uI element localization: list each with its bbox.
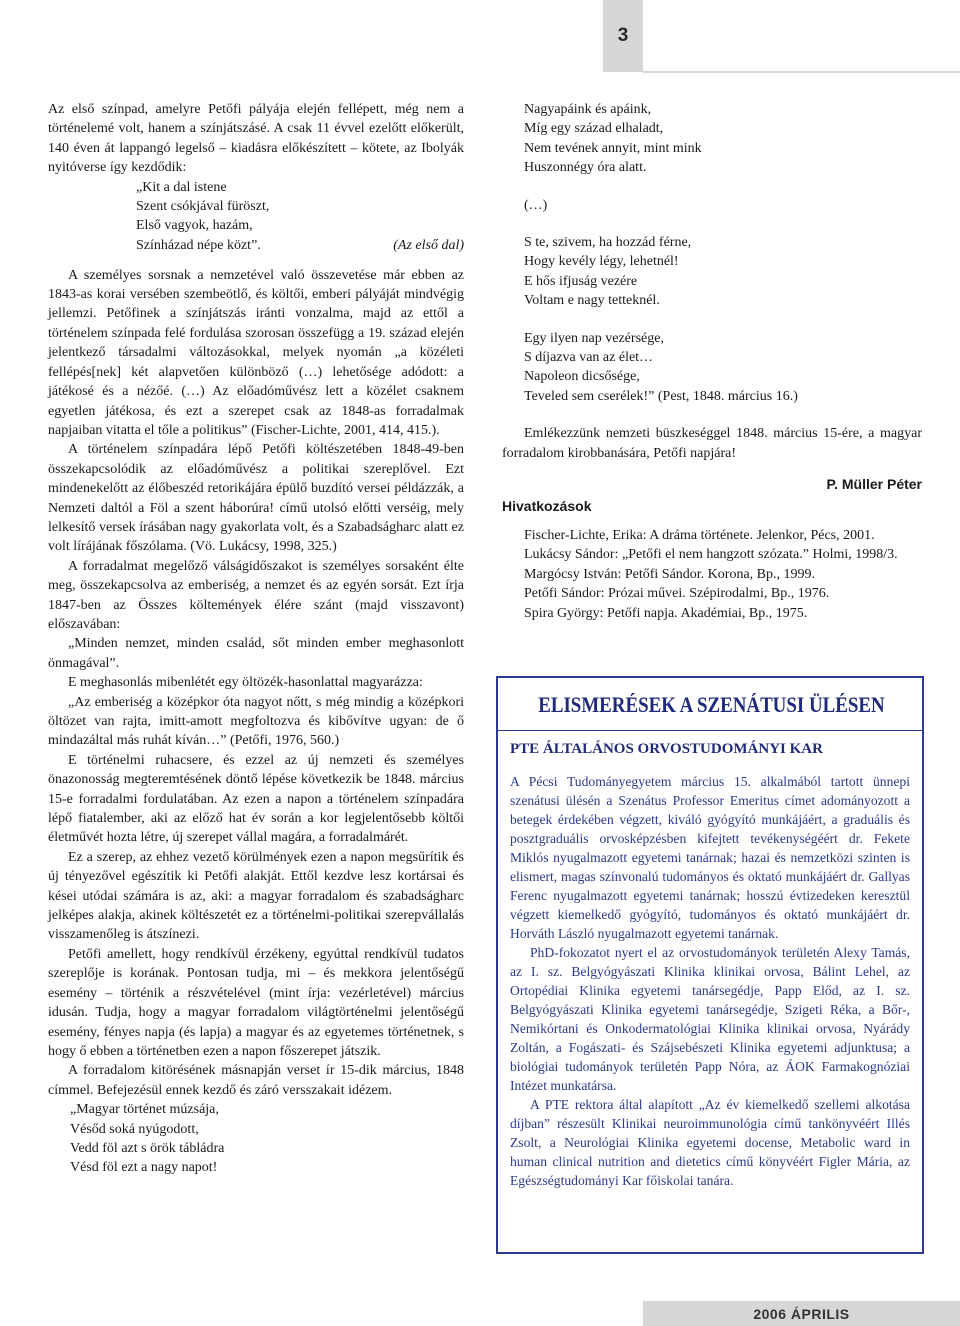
box-title-text: ELISMERÉSEK A SZENÁTUSI ÜLÉSEN <box>538 692 885 717</box>
quote-paragraph: „Minden nemzet, minden család, sőt minden ember meghasonlott önmagával”. <box>48 636 464 671</box>
reference-item: Margócsy István: Petőfi Sándor. Korona, Bp., 1999. <box>524 566 815 582</box>
left-column <box>48 100 464 1178</box>
reference-item: Spira György: Petőfi napja. Akadémiai, Bp., 1975. <box>524 605 808 621</box>
poem-excerpt: „Kit a dal istene Szent csókjával füröszt, Első vagyok, hazám, Színházad népe közt”. <box>136 179 270 253</box>
references-list <box>524 526 922 623</box>
paragraph: E meghasonlás mibenlétét egy öltözék-hasonlattal magyarázza: <box>68 675 423 691</box>
page-number: 3 <box>617 25 629 46</box>
box-body <box>510 772 910 1190</box>
box-paragraph: PhD-fokozatot nyert el az orvostudományok területén Alexy Tamás, az I. sz. Belgyógyászati Klinika klinikai orvosa, Bálint Lehel, az Ortopédiai Klinika egyetemi tanársegédje, Papp Előd, az I. sz. Belgyógyászati Klinika egyetemi tanársegédje, Szigeti Réka, a Bőr-, Nemikórtani és Onkodermatológiai Klinika klinikai orvosa, Nyárády Zoltán, a Fogászati- és Szájsebészeti Klinika egyetemi adjunktusa; a biológiai tudományok területén Papp Nóra, az ÁOK Farmakognóziai Intézet munkatársa. <box>510 945 910 1093</box>
poem-stanza: Nagyapáink és apáink, Míg egy század elhaladt, Nem tevének annyit, mint mink Huszonnégy óra alatt. <box>524 102 702 176</box>
box-divider <box>498 730 922 731</box>
closing-paragraph: Emlékezzünk nemzeti büszkeséggel 1848. március 15-ére, a magyar forradalom kirobbanására, Petőfi napjára! <box>502 426 922 461</box>
poem-ellipsis: (…) <box>524 197 548 213</box>
references-heading: Hivatkozások <box>502 497 592 514</box>
poem-stanza: Egy ilyen nap vezérsége, S díjazva van az élet… Napoleon dicsősége, Teveled sem cserélek!” (Pest, 1848. március 16.) <box>524 330 798 404</box>
quote-paragraph: „Az emberiség a középkor óta nagyot nőtt, s még mindig a középkori öltözet van rajta, imitt-amott megfoltozva és kibővítve ugyan: de ő mindazáltal más ruhát kíván…” (Petőfi, 1976, 560.) <box>48 694 464 749</box>
reference-item: Fischer-Lichte, Erika: A dráma története. Jelenkor, Pécs, 2001. <box>524 527 875 543</box>
paragraph: Petőfi amellett, hogy rendkívül érzékeny, egyúttal rendkívül tudatos szereplője is korának. Pontosan tudja, mi – és mekkora jelentőségű esemény – történik a részvételével (mint írja: vezérletével) március idusán. Tudja, hogy a magyar forradalom világtörténelmi jelentőségű esemény, fényes napja (és lapja) a magyar és az egyetemes történetnek, s hogy ő ebben a történetben ezen a napon főszerepet játszik. <box>48 946 464 1059</box>
footer-issue-date: 2006 ÁPRILIS <box>643 1301 960 1326</box>
poem-source: (Az első dal) <box>393 238 464 254</box>
reference-item: Lukácsy Sándor: „Petőfi el nem hangzott szózata.” Holmi, 1998/3. <box>524 547 898 563</box>
reference-item: Petőfi Sándor: Prózai művei. Szépirodalmi, Bp., 1976. <box>524 586 830 602</box>
paragraph: A forradalom kitörésének másnapján verset ír 15-dik március, 1848 címmel. Befejezésül ennek kezdő és záró versszakait idézem. <box>48 1063 464 1098</box>
box-subtitle: PTE ÁLTALÁNOS ORVOSTUDOMÁNYI KAR <box>510 741 823 757</box>
paragraph: A forradalmat megelőző válságidőszakot is személyes sorsaként élte meg, összekapcsolva az emberiség, a nemzet és az egyén sorsát. Ezt írja 1847-ben az Összes költemények élére szánt (majd visszavont) előszavában: <box>48 558 464 632</box>
paragraph: Az első színpad, amelyre Petőfi pályája elején fellépett, még nem a történelemé volt, hanem a színjátszásé. A csak 11 évvel ezelőtt előkerült, 140 éven át lappangó legelső – kiadásra előkészített – kötete, az Ibolyák nyitóverse így kezdődik: <box>48 102 464 176</box>
paragraph: Ez a szerep, az ehhez vezető körülmények ezen a napon megsűrítik és új tényezővel egészítik ki Petőfi alakját. Ettől kezdve lesz kortársai és kései utódai számára is az, aki: a magyar forradalom és szabadságharc jelképes alakja, akinek költészetét ez a történelmi-politikai szerepvállalás visszamenőleg is átszínezi. <box>48 849 464 943</box>
paragraph: A személyes sorsnak a nemzetével való összevetése már ebben az 1843-as korai versében szembeötlő, és költői, emberi pályáját mindvégig jellemzi. Petőfinek a színjátszás iránti vonzalma, majd az ettől a történelem színpada felé fordulása szorosan összefügg a 19. század elején jelentkező társadalmi változásokkal, melyek nyomán „a közéleti fellépés[nek] két alapvetően különböző (…) lehetősége adódott: a játékosé és a nézőé. (…) Az előadóművész lett a közélet csaknem egyetlen játékosa, és ezt a szerepet csak az 1848-as forradalmak napjaiban vitatta el tőle a politikus” (Fischer-Lichte, 2001, 414, 415.). <box>48 267 464 438</box>
paragraph: E történelmi ruhacsere, és ezzel az új nemzeti és személyes önazonosság megteremtésének döntő lépése következik be 1848. március 15-e forradalmi fordulatában. Az ezen a napon a történelem színpadára lépő fiatalember, aki az előző hat év során a kor legjelentősebb költői életművét hozta létre, új szerepet vállal magára, a forradalmárét. <box>48 752 464 846</box>
box-paragraph: A PTE rektora által alapított „Az év kiemelkedő szellemi alkotása díjban” részesült Klinikai neuroimmunológia című tankönyvéért Illés Zsolt, a Neurológiai Klinika egyetemi docense, Metabolic ward in human clinical nutrition and dietetics című könyvéért Figler Mária, az Egészségtudományi Kar főiskolai tanára. <box>510 1097 910 1188</box>
author-signature: P. Müller Péter <box>826 476 922 493</box>
poem-excerpt: „Magyar történet múzsája, Vésőd soká nyúgodott, Vedd föl azt s örök tábládra Vésd föl ezt a nagy napot! <box>70 1102 225 1176</box>
poem-stanza: S te, szivem, ha hozzád férne, Hogy kevély légy, lehetnél! E hős ifjuság vezére Voltam e nagy tetteknél. <box>524 235 692 309</box>
awards-box <box>496 676 924 1254</box>
paragraph: A történelem színpadára lépő Petőfi költészetében 1848-49-ben összekapcsolódik az előadóművész a politikai szereplővel. Ezt mindenekelőtt az élőbeszéd retorikájára épülő buzdító versei példázzák, a Nemzeti daltól a Föl a szent háborúra! című utolsó előtti verséig, mely lelkesítő versek írásában nagy gyakorlata volt, és a Szabadságharc alatt ez volt lírájának főszólama. (Vö. Lukácsy, 1998, 325.) <box>48 442 464 555</box>
box-paragraph: A Pécsi Tudományegyetem március 15. alkalmából tartott ünnepi szenátusi ülésén a Szenátus Professor Emeritus címet adományozott a betegek érdekében végzett, kiváló gyógyító munkájáért, a graduális és posztgraduális orvosképzésben kifejtett tevékenységéért dr. Fekete Miklós nyugalmazott egyetemi tanárnak; hazai és nemzetközi szinten is elismert, magas színvonalú tudományos és oktató munkájáért dr. Gallyas Ferenc nyugalmazott egyetemi tanárnak; hosszú évtizedeken keresztül végzett kiemelkedő gyógyító, tudományos és oktató munkájáért dr. Horváth László nyugalmazott egyetemi tanárnak. <box>510 774 910 941</box>
box-title <box>510 692 910 718</box>
header-rule <box>643 71 960 73</box>
page-number-tab <box>603 0 643 72</box>
right-column <box>502 100 922 623</box>
